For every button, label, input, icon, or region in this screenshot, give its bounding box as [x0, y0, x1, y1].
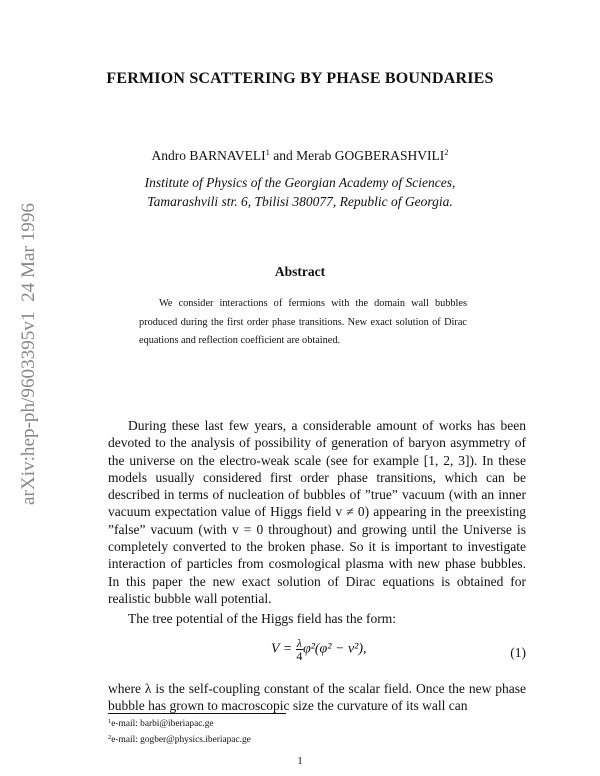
- author-gogberashvili: Merab GOGBERASHVILI: [296, 148, 445, 163]
- affiliation-line-1: Institute of Physics of the Georgian Academy of Sciences,: [144, 175, 456, 190]
- author-line: [60, 147, 540, 164]
- body-paragraph-1: During these last few years, a considerable amount of works has been devoted to the analysis of possibility of generation of baryon asymmetry of the universe on the electro-weak scale (see for example [1, 2, 3]). In these models usually considered first order phase transitions, which can be described in terms of nucleation of bubbles of ”true” vacuum (with an inner vacuum expectation value of Higgs field v ≠ 0) appearing in the preexisting ”false” vacuum (with v = 0 throughout) and growing until the Universe is completely converted to the broken phase. So it is important to investigate interaction of particles from cosmological plasma with new phase bubbles. In this paper the new exact solution of Dirac equations is obtained for realistic bubble wall potential.: [108, 418, 526, 606]
- footnote-mark-1: 1: [265, 147, 270, 157]
- footnotes: [108, 715, 251, 747]
- footnote-1: [108, 715, 251, 731]
- equation-number: (1): [510, 645, 526, 660]
- footnote-1-text: e-mail: barbi@iberiapac.ge: [111, 719, 214, 729]
- fraction-denominator: 4: [296, 649, 303, 663]
- footnote-mark-2: 2: [444, 147, 449, 157]
- equation-1: [108, 637, 526, 671]
- page-number: 1: [297, 755, 303, 767]
- equation-lhs: V =: [271, 641, 293, 657]
- paper-title: FERMION SCATTERING BY PHASE BOUNDARIES: [106, 70, 494, 87]
- fraction-numerator: λ: [296, 636, 302, 650]
- footnote-rule: [108, 713, 286, 714]
- footnote-2: [108, 731, 251, 747]
- footnote-2-text: e-mail: gogber@physics.iberiapac.ge: [111, 735, 251, 745]
- affiliation: [60, 173, 540, 211]
- footnote-2-mark: 2: [108, 734, 112, 741]
- equation-formula: [271, 637, 367, 662]
- arxiv-margin-stamp: [8, 200, 44, 510]
- body-paragraph-2: The tree potential of the Higgs field has the form:: [128, 611, 397, 626]
- footnote-1-mark: 1: [108, 718, 112, 725]
- author-conjunction: and: [269, 148, 297, 163]
- abstract-heading: Abstract: [274, 264, 326, 279]
- affiliation-line-2: Tamarashvili str. 6, Tbilisi 380077, Republic of Georgia.: [147, 194, 453, 209]
- author-barnaveli: Andro BARNAVELI: [151, 148, 266, 163]
- arxiv-stamp-text: arXiv:hep-ph/9603395v1 24 Mar 1996: [19, 213, 39, 505]
- equation-fraction: [296, 637, 303, 662]
- equation-rhs: φ²(φ² − v²),: [302, 641, 367, 657]
- abstract-text: We consider interactions of fermions with the domain wall bubbles produced during the first order phase transitions. New exact solution of Dirac equations and reflection coefficient are obtained.: [139, 298, 467, 346]
- body-paragraph-3: where λ is the self-coupling constant of the scalar field. Once the new phase bubble has grown to macroscopic size the curvature of its wall can: [108, 681, 526, 714]
